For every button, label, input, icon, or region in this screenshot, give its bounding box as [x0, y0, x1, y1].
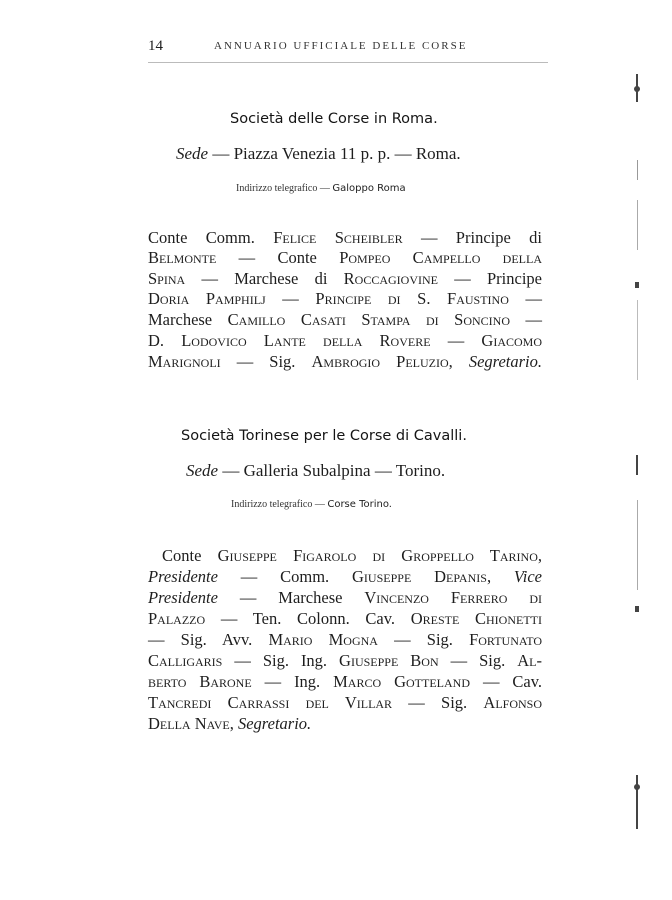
- text-line: berto Barone — Ing. Marco Gotteland — Cav.: [148, 672, 543, 691]
- page-number: 14: [148, 38, 163, 54]
- telegraph-value: Galoppo Roma: [332, 183, 406, 194]
- section-title-torino: Società Torinese per le Corse di Cavalli.: [181, 428, 467, 444]
- telegraph-line-roma: [236, 183, 406, 194]
- text-line: Tancredi Carrassi del Villar — Sig. Alfonso: [148, 693, 543, 712]
- binding-mark: [634, 784, 640, 790]
- sede-line-torino: [186, 461, 445, 481]
- sede-line-roma: [176, 144, 461, 164]
- section-title-roma: Società delle Corse in Roma.: [230, 111, 438, 127]
- text-line: — Sig. Avv. Mario Mogna — Sig. Fortunato: [148, 630, 542, 649]
- binding-mark: [637, 500, 638, 590]
- text-line: Doria Pamphilj — Principe di S. Faustino —: [148, 289, 542, 308]
- text-line: Presidente — Comm. Giuseppe Depanis, Vice: [148, 567, 542, 586]
- text-line: Della Nave, Segretario.: [148, 714, 312, 733]
- sede-address: — Galleria Subalpina — Torino.: [218, 461, 446, 480]
- text-line: Conte Giuseppe Figarolo di Groppello Tarino,: [162, 546, 542, 565]
- binding-mark: [637, 200, 638, 250]
- text-line: D. Lodovico Lante della Rovere — Giacomo: [148, 331, 542, 350]
- binding-mark: [636, 455, 638, 475]
- sede-address: — Piazza Venezia 11 p. p. — Roma.: [208, 144, 461, 163]
- binding-mark: [635, 282, 639, 288]
- text-line: Belmonte — Conte Pompeo Campello della: [148, 248, 542, 267]
- telegraph-label: Indirizzo telegrafico —: [231, 499, 328, 510]
- telegraph-line-torino: [231, 499, 392, 510]
- telegraph-value: Corse Torino.: [327, 499, 392, 510]
- text-line: Spina — Marchese di Roccagiovine — Principe: [148, 269, 542, 288]
- text-line: Palazzo — Ten. Colonn. Cav. Oreste Chionetti: [148, 609, 542, 628]
- text-line: Marchese Camillo Casati Stampa di Soncino —: [148, 310, 543, 329]
- text-line: Conte Comm. Felice Scheibler — Principe di: [148, 228, 542, 247]
- sede-label: Sede: [186, 461, 219, 480]
- running-title: ANNUARIO UFFICIALE DELLE CORSE: [214, 40, 468, 52]
- binding-mark: [637, 160, 638, 180]
- binding-mark: [635, 606, 639, 612]
- text-line: Marignoli — Sig. Ambrogio Peluzio, Segretario.: [148, 352, 543, 371]
- page-header: [148, 38, 548, 64]
- text-line: Presidente — Marchese Vincenzo Ferrero di: [148, 588, 542, 607]
- telegraph-label: Indirizzo telegrafico —: [236, 183, 333, 194]
- binding-mark: [634, 86, 640, 92]
- header-rule: [148, 62, 548, 63]
- binding-mark: [637, 300, 638, 380]
- sede-label: Sede: [176, 144, 209, 163]
- text-line: Calligaris — Sig. Ing. Giuseppe Bon — Sig. Al-: [148, 651, 542, 670]
